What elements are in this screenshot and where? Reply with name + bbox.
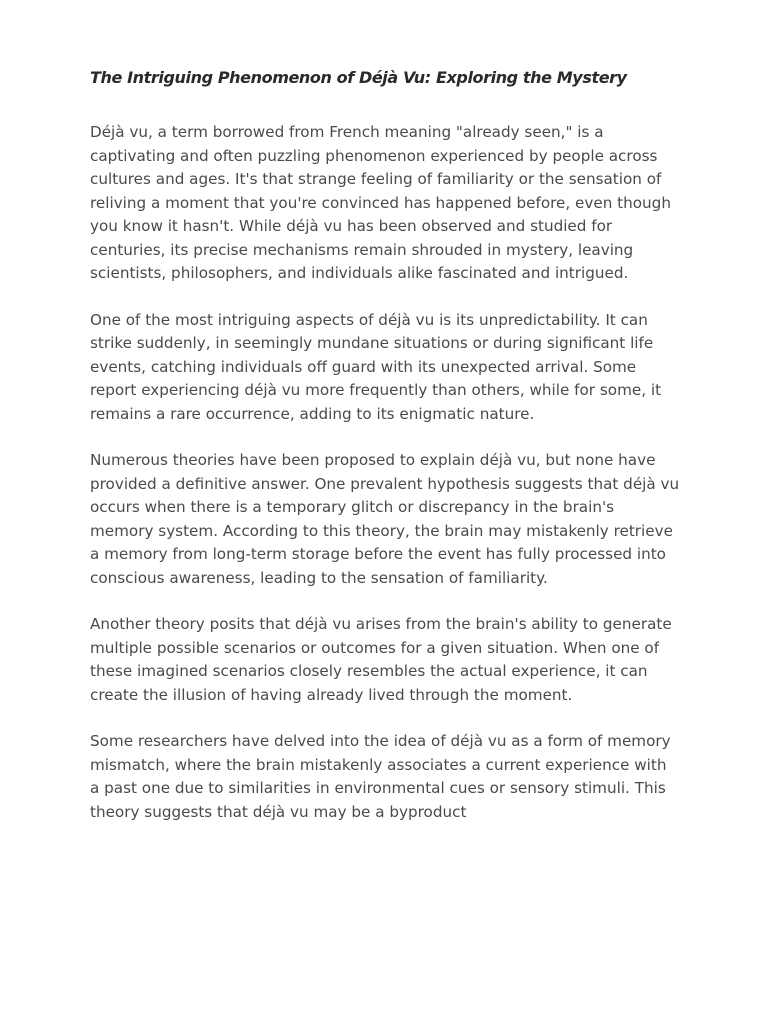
paragraph-2: One of the most intriguing aspects of déjà vu is its unpredictability. It can strike suddenly, in seemingly mundane situations or during significant life events, catching individuals off guard with its unexpected arrival. Some report experiencing déjà vu more frequently than others, while for some, it remains a rare occurrence, adding to its enigmatic nature. <box>90 310 662 423</box>
document-title: The Intriguing Phenomenon of Déjà Vu: Exploring the Mystery <box>90 68 627 87</box>
document-body <box>90 121 680 847</box>
paragraph-1: Déjà vu, a term borrowed from French meaning "already seen," is a captivating and often puzzling phenomenon experienced by people across cultures and ages. It's that strange feeling of familiarity or the sensation of reliving a moment that you're convinced has happened before, even though you know it hasn't. While déjà vu has been observed and studied for centuries, its precise mechanisms remain shrouded in mystery, leaving scientists, philosophers, and individuals alike fascinated and intrigued. <box>90 123 671 282</box>
paragraph-5: Some researchers have delved into the idea of déjà vu as a form of memory mismatch, where the brain mistakenly associates a current experience with a past one due to similarities in environmental cues or sensory stimuli. This theory suggests that déjà vu may be a byproduct <box>90 732 671 821</box>
paragraph-3: Numerous theories have been proposed to explain déjà vu, but none have provided a definitive answer. One prevalent hypothesis suggests that déjà vu occurs when there is a temporary glitch or discrepancy in the brain's memory system. According to this theory, the brain may mistakenly retrieve a memory from long-term storage before the event has fully processed into conscious awareness, leading to the sensation of familiarity. <box>90 451 680 587</box>
paragraph-4: Another theory posits that déjà vu arises from the brain's ability to generate multiple possible scenarios or outcomes for a given situation. When one of these imagined scenarios closely resembles the actual experience, it can create the illusion of having already lived through the moment. <box>90 615 672 704</box>
